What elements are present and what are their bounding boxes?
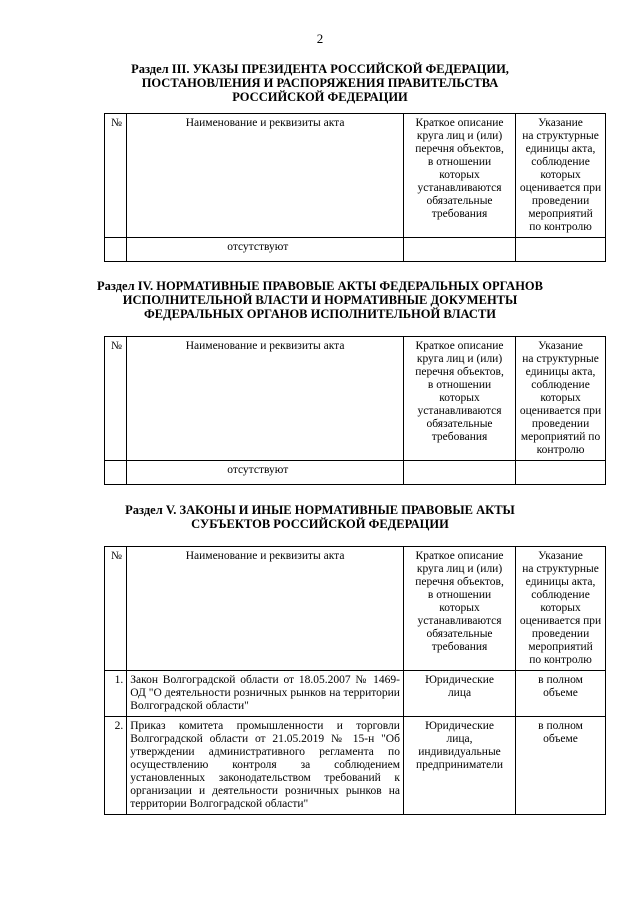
act-description: Юридические лица, индивидуальные предприниматели [403,717,515,815]
header-description: Краткое описание круга лиц и (или) перечня объектов, в отношении которых устанавливаются обязательные требования [403,337,515,461]
table-header-row [105,337,606,461]
section-4-table [104,336,606,485]
header-description: Краткое описание круга лиц и (или) перечня объектов, в отношении которых устанавливаются обязательные требования [403,114,515,238]
table-row [105,671,606,717]
header-structural-units: Указание на структурные единицы акта, соблюдение которых оценивается при проведении мероприятий по контролю [516,547,606,671]
act-structural-units: в полном объеме [516,717,606,815]
header-description: Краткое описание круга лиц и (или) перечня объектов, в отношении которых устанавливаются обязательные требования [403,547,515,671]
section-3-title-line: Раздел III. УКАЗЫ ПРЕЗИДЕНТА РОССИЙСКОЙ ФЕДЕРАЦИИ, [131,62,509,76]
header-act-name: Наименование и реквизиты акта [127,337,404,461]
absent-text: отсутствуют [127,461,404,485]
row-number: 2. [105,717,127,815]
header-structural-units: Указание на структурные единицы акта, соблюдение которых оценивается при проведении мероприятий по контролю [516,114,606,238]
empty-cell [516,238,606,262]
table-row [105,461,606,485]
section-4-title-line: ИСПОЛНИТЕЛЬНОЙ ВЛАСТИ И НОРМАТИВНЫЕ ДОКУМЕНТЫ [122,293,518,307]
section-3-title-line: РОССИЙСКОЙ ФЕДЕРАЦИИ [232,90,408,104]
section-5-title [0,503,640,531]
empty-cell [403,238,515,262]
section-5-title-line: СУБЪЕКТОВ РОССИЙСКОЙ ФЕДЕРАЦИИ [191,517,449,531]
empty-cell [516,461,606,485]
header-number: № [105,114,127,238]
act-description: Юридические лица [403,671,515,717]
empty-cell [105,238,127,262]
act-name: Закон Волгоградской области от 18.05.2007 № 1469-ОД "О деятельности розничных рынков на территории Волгоградской области" [127,671,404,717]
section-5-title-line: Раздел V. ЗАКОНЫ И ИНЫЕ НОРМАТИВНЫЕ ПРАВОВЫЕ АКТЫ [125,503,515,517]
section-4-title-line: Раздел IV. НОРМАТИВНЫЕ ПРАВОВЫЕ АКТЫ ФЕДЕРАЛЬНЫХ ОРГАНОВ [97,279,543,293]
table-header-row [105,547,606,671]
section-3-table [104,113,606,262]
header-act-name: Наименование и реквизиты акта [127,114,404,238]
empty-cell [403,461,515,485]
section-3-title-line: ПОСТАНОВЛЕНИЯ И РАСПОРЯЖЕНИЯ ПРАВИТЕЛЬСТВА [141,76,499,90]
header-structural-units: Указание на структурные единицы акта, соблюдение которых оценивается при проведении мероприятий по контролю [516,337,606,461]
section-3-title [0,62,640,104]
section-5-table [104,546,606,815]
act-name: Приказ комитета промышленности и торговли Волгоградской области от 21.05.2019 № 15-н "Об утверждении административного регламента по осуществлению контроля за соблюдением установленных законодательством требований к организации и деятельности розничных рынков на территории Волгоградской области" [127,717,404,815]
header-number: № [105,547,127,671]
table-row [105,238,606,262]
page-number: 2 [316,31,324,46]
header-number: № [105,337,127,461]
section-4-title-line: ФЕДЕРАЛЬНЫХ ОРГАНОВ ИСПОЛНИТЕЛЬНОЙ ВЛАСТИ [143,307,497,321]
table-row [105,717,606,815]
absent-text: отсутствуют [127,238,404,262]
section-4-title [0,279,640,321]
header-act-name: Наименование и реквизиты акта [127,547,404,671]
row-number: 1. [105,671,127,717]
empty-cell [105,461,127,485]
table-header-row [105,114,606,238]
act-structural-units: в полном объеме [516,671,606,717]
